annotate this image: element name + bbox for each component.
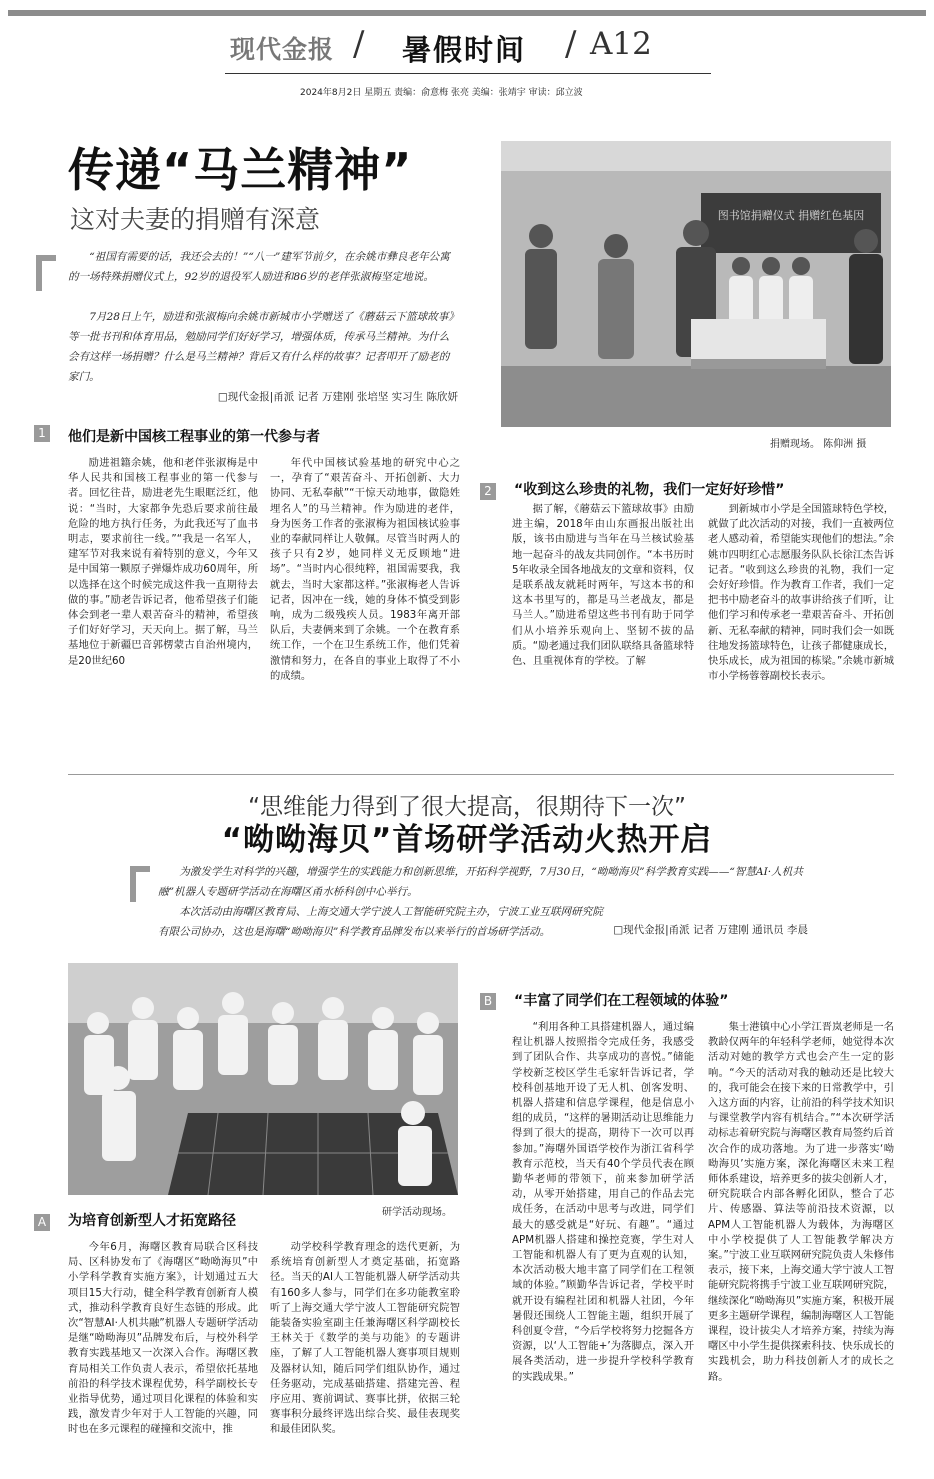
story2-headline: “呦呦海贝”首场研学活动火热开启	[221, 822, 713, 858]
header-rule	[225, 73, 711, 74]
section-A-column-1: 今年6月，海曙区教育局联合区科技局、区科协发布了《海曙区“呦呦海贝”中小学科学教育实施方案》，计划通过五大项目15大行动，健全科学教育创新育人模式，推动科学教育良好生态链的形成。此次“智慧AI·人机共融”机器人专题研学活动是继“呦呦海贝”品牌发布后，与校外科学教育实践基地又一次深入合作。海曙区教育局相关工作负责人表示，希望依托基地前沿的科学技术课程优势，科学副校长专业指导优势，通过项目化课程的体验和实践，激发青少年对于人工智能的兴趣，同时也在多元课程的碰撞和交流中，推	[68, 1241, 258, 1436]
dateline: 2024年8月2日 星期五 责编：俞意梅 张亮 美编：张靖宇 审读：邱立波	[300, 88, 583, 98]
story-divider	[68, 774, 894, 775]
top-rule	[8, 10, 926, 16]
section-1-column-2: 年代中国核试验基地的研究中心之一，孕育了“艰苦奋斗、开拓创新、大力协同、无私奉献”“干惊天动地事，做隐姓埋名人”的马兰精神。作为励进的老伴，身为医务工作者的张淑梅为祖国核试验事业的奉献同样让人敬佩。尽管当时两人的孩子只有2岁，她同样义无反顾地“进场”。“当时内心很纯粹，祖国需要我，我就去，当时大家都这样。”张淑梅老人告诉记者，因冲在一线，她的身体不慎受到影响，成为二级残疾人员。1983年离开部队后，夫妻俩来到了余姚。一个在教育系统工作，一个在卫生系统工作，他们凭着激情和努力，在各自的事业上取得了不小的成绩。	[270, 457, 460, 682]
header-separator: /	[565, 24, 577, 64]
section-B-title: “丰富了同学们在工程领域的体验”	[514, 993, 729, 1009]
section-A-title: 为培育创新型人才拓宽路径	[68, 1213, 236, 1229]
section-2-title: “收到这么珍贵的礼物，我们一定好好珍惜”	[514, 482, 785, 498]
section-2-number: 2	[480, 483, 496, 500]
story2-photo-caption: 研学活动现场。	[382, 1207, 452, 1218]
section-B-number: B	[480, 993, 496, 1010]
story2-lead-1: 为激发学生对科学的兴趣，增强学生的实践能力和创新思维，开拓科学视野，7月30日，“呦呦海贝”科学教育实践——“智慧AI·人机共融”机器人专题研学活动在海曙区甬水桥科创中心举行。	[158, 866, 803, 898]
section-B-column-1: “利用各种工具搭建机器人，通过编程让机器人按照指令完成任务，我感受到了团队合作、共享成功的喜悦。”储能学校新芝校区学生毛家轩告诉记者，学校科创基地开设了无人机、创客发明、机器人搭建和信息学课程，他是信息小组的成员，“这样的暑期活动让思维能力得到了很大的提高，期待下一次可以再参加。”海曙外国语学校作为浙江省科学教育示范校，当天有40个学员代表在顾勤华老师的带领下，前来参加研学活动，从零开始搭建，用自己的作品去完成任务，在活动中思考与改进，同学们最大的感受就是“好玩、有趣”。“通过APM机器人搭建和操控竞赛，学生对人工智能和机器人有了更为直观的认知，本次活动极大地丰富了同学们在工程领域的体验。”顾勤华告诉记者，学校平时就开设有编程社团和机器人社团，今年暑假还围绕人工智能主题，组织开展了科创夏令营，“今后学校将努力挖掘各方资源，以‘人工智能+’为落脚点，深入开展各类活动，进一步提升学校科学教育的实践成果。”	[512, 1021, 694, 1383]
section-2-column-1: 据了解，《蘑菇云下篮球故事》由励进主编，2018年由山东画报出版社出版，该书由励进与当年在马兰核试验基地一起奋斗的战友共同创作。“本书历时5年收录全国各地战友的文章和资料，仅是联系战友就耗时两年，写这本书的和这本书里写的，都是马兰老战友，都是马兰人。”励进希望这些书刊有助于同学们从小培养乐观向上、坚韧不拔的品质。“励老通过我们团队联络具备篮球特色、且重视体育的学校。了解	[512, 503, 694, 668]
story1-photo-caption: 捐赠现场。 陈仰洲 摄	[770, 439, 867, 450]
donation-photo	[501, 141, 891, 427]
newspaper-name: 现代金报	[230, 35, 335, 64]
section-1-column-1: 励进祖籍余姚，他和老伴张淑梅是中华人民共和国核工程事业的第一代参与者。回忆往昔，励进老先生眼眶泛红，他说：“当时，大家都争先恐后要求前往最危险的地方执行任务，为此我还写了血书明志，要求前往一线。”“我是一名军人，建军节对我来说有着特别的意义，今年又是中国第一颗原子弹爆炸成功60周年，所以选择在这个时候完成这件我一直期待去做的事。”励老告诉记者，他希望孩子们能体会到老一辈人艰苦奋斗的精神，希望孩子们好好学习，天天向上。据了解，马兰基地位于新疆巴音郭楞蒙古自治州境内，是20世纪60	[68, 457, 258, 667]
robotics-activity-photo	[68, 963, 458, 1195]
story1-headline: 传递“马兰精神”	[68, 143, 413, 197]
lead-bracket	[130, 866, 150, 902]
section-A-number: A	[34, 1214, 50, 1231]
header-separator: /	[353, 24, 365, 64]
story2-byline: □现代金报|甬派 记者 万建刚 通讯员 李晨	[613, 924, 808, 936]
story1-lead-2: 7月28日上午，励进和张淑梅向余姚市新城市小学赠送了《蘑菇云下篮球故事》等一批书刊和体育用品，勉励同学们好好学习，增强体质，传承马兰精神。为什么会有这样一场捐赠？什么是马兰精神？背后又有什么样的故事？记者叩开了励老的家门。	[68, 311, 454, 383]
page-number: A12	[590, 26, 652, 62]
story1-subheadline: 这对夫妻的捐赠有深意	[70, 205, 321, 234]
story1-lead-1: “祖国有需要的话，我还会去的！”“八一”建军节前夕，在余姚市彝良老年公寓的一场特殊捐赠仪式上，92岁的退役军人励进和86岁的老伴张淑梅坚定地说。	[68, 251, 450, 283]
section-A-column-2: 动学校科学教育理念的迭代更新，为系统培育创新型人才奠定基础，拓宽路径。当天的AI人工智能机器人研学活动共有160多人参与，同学们在多功能教室聆听了上海交通大学宁波人工智能研究院智能装备实验室副主任兼海曙区科学副校长王林关于《数学的美与功能》的专题讲座，了解了人工智能机器人赛事项目规则及器材认知，随后同学们组队协作，通过任务驱动，完成基础搭建、搭建完善、程序应用、赛前调试、赛事比拼，依据三轮赛事积分最终评选出综合奖、最佳表现奖和最佳团队奖。	[270, 1241, 460, 1436]
story2-lead-2: 本次活动由海曙区教育局、上海交通大学宁波人工智能研究院主办，宁波工业互联网研究院有限公司协办，这也是海曙“呦呦海贝”科学教育品牌发布以来举行的首场研学活动。	[158, 906, 603, 938]
photo-banner-text: 图书馆捐赠仪式 捐赠红色基因	[717, 209, 865, 222]
section-1-number: 1	[34, 425, 50, 442]
section-title: 暑假时间	[402, 33, 527, 67]
section-B-column-2: 集士港镇中心小学江晋岚老师是一名教龄仅两年的年轻科学老师，她觉得本次活动对她的教学方式也会产生一定的影响。“今天的活动对我的触动还是比较大的，我可能会在接下来的日常教学中，引入这方面的内容，让前沿的科学技术知识与课堂教学内容有机结合。”“本次研学活动标志着研究院与海曙区教育局签约后首次合作的成功落地。为了进一步落实‘呦呦海贝’实施方案，深化海曙区未来工程师体系建设，培养更多的拔尖创新人才，研究院联合内部各孵化团队，整合了芯片、传感器、算法等前沿技术资源，以APM人工智能机器人为载体，为海曙区中小学校提供了人工智能教学解决方案。”宁波工业互联网研究院负责人朱修伟表示，接下来，上海交通大学宁波人工智能研究院将携手宁波工业互联网研究院，继续深化“呦呦海贝”实施方案，积极开展更多主题研学课程，编制海曙区人工智能课程，设计拔尖人才培养方案，持续为海曙区中小学生提供探索科技、快乐成长的实践机会，助力科技创新人才的成长之路。	[708, 1021, 894, 1383]
section-2-column-2: 到新城市小学是全国篮球特色学校，就做了此次活动的对接，我们一直被两位老人感动着，希望能实现他们的想法。”余姚市四明红心志愿服务队队长徐江杰告诉记者。“收到这么珍贵的礼物，我们一定会好好珍惜。作为教育工作者，我们一定把书中励老奋斗的故事讲给孩子们听，让他们学习和传承老一辈艰苦奋斗、开拓创新、无私奉献的精神，同时我们会一如既往地发扬篮球特色，让孩子都健康成长，快乐成长，成为祖国的栋梁。”余姚市新城市小学杨蓉蓉副校长表示。	[708, 503, 894, 683]
section-1-title: 他们是新中国核工程事业的第一代参与者	[68, 429, 320, 445]
story2-pretitle: “思维能力得到了很大提高，很期待下一次”	[248, 794, 686, 820]
lead-bracket	[36, 255, 56, 291]
story1-byline: □现代金报|甬派 记者 万建刚 张培坚 实习生 陈欣妍	[217, 391, 458, 403]
